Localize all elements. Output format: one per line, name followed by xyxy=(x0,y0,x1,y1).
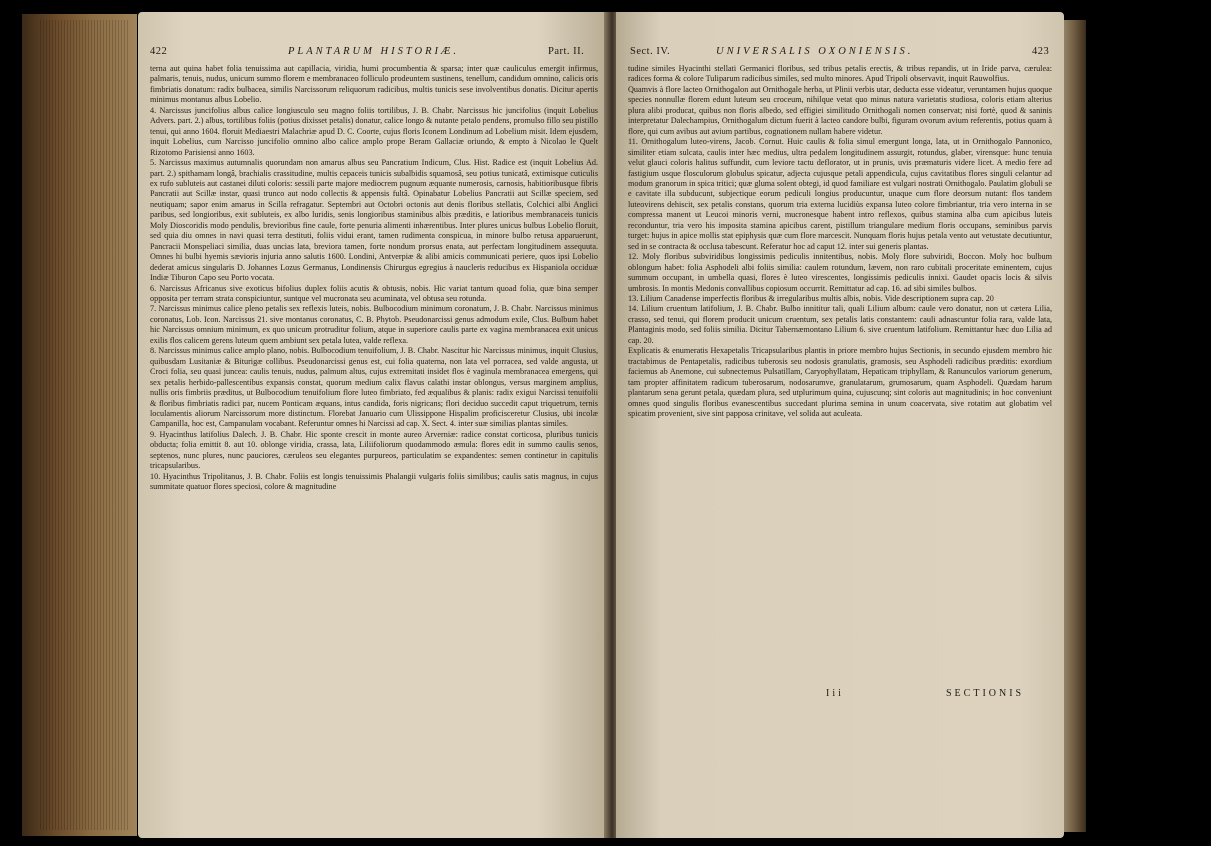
left-paragraph: 9. Hyacinthus latifolius Dalech. J. B. Chabr. Hic sponte crescit in monte aureo Arverniæ: radice constat corticosa, pluribus tunicis obducta; folia emittit 8. aut 10. oblonge viridia, crassa, lata, Liliifoliorum quodammodo æmula: flores edit in summo caulis senos, septenos, nunc plures, nunc pauciores, cæruleos seu elegantes purpureos, particulatim se expandentes: semen continetur in capitulis tricapsularibus. xyxy=(150,429,598,471)
right-paragraph: 14. Lilium cruentum latifolium, J. B. Chabr. Bulbo innititur tali, quali Lilium album: caule vero donatur, non ut cætera Lilia, crasso, sed tenui, qui florem producit unicum cruentum, sex petalis latis constantem: cauli adnascuntur folia rara, valde lata, Plantaginis modo, sed foliis similia. Dicitur Tabernæmontano Lilium 6. sive cruentum latifolium. Remittantur hæc duo Lilia ad cap. 20. xyxy=(628,304,1052,345)
right-page xyxy=(616,12,1064,838)
left-part-label: Part. II. xyxy=(548,46,585,57)
catchword: SECTIONIS xyxy=(946,688,1025,699)
left-paragraph: 5. Narcissus maximus autumnalis quorundam non amarus albus seu Pancratium Indicum, Clus. Hist. Radice est (inquit Lobelius Ad. part. 2.) spithamam longâ, brachialis crassitudine, multis cepaceis tunicis subalbidis squamosâ, seu potius tunicatâ, extimisque cuticulis ex rufo subluteis aut castanei diluti coloris: sessili parte majore mediocrem pugnum æquante numerosis, carnosis, habitioribusque fibris Pancratii aut Scillæ instar, quasi trunco aut nodo collectis & appensis fultâ. Opinabatur Lobelius Pancratii aut Scillæ speciem, sed neutiquam; sapor enim amarus in Scilla refragatur. Septembri aut Octobri octonis aut denis floribus stellatis, Colchici albi Anglici paribus, sed longioribus, exit subluteis, ex albo luridis, senis longioribus staminibus albis præditis, e latioribus membranaceis tunicis Moly Dioscoridis modo pendulis, brevioribus fine caule, forte penuria alimenti inhærentibus. Inter plures unicus bulbus Lobelio floruit, sed quia diu omnes in navi quasi terra destituti, foliis vidui erant, tamen rudimenta conspicua, in minore bulbo retusa apparuerunt, Pancracii Monspeliaci similia, duas uncias lata, breviora tamen, forte nondum prorsus enata, aut perfectam longitudinem assequuta. Omnes hi bulbi hyemis sævioris injuria anno salutis 1600. Londini, Antverpiæ & alibi amicis communicati periere, quos ipsi Lobelio dederat amicus singularis D. Johannes Lozus Germanus, Londinensis Chirurgus egregius à naucleris reducibus ex Hispaniola occiduæ Indiæ Tiburon Capo seu Porto vocata. xyxy=(150,158,598,283)
left-paragraph: 10. Hyacinthus Tripolitanus, J. B. Chabr. Foliis est longis tenuissimis Phalangii vulgaris foliis similibus; caulis satis magnus, in cujus summitate quatuor flores speciosi, colore & magnitudine xyxy=(150,471,598,492)
left-running-title: PLANTARUM HISTORIÆ. xyxy=(288,46,459,57)
right-paragraph: Quamvis à flore lacteo Ornithogalon aut Ornithogale herba, ut Plinii verbis utar, deducta esse videatur, veruntamen hujus quoque species nonnullæ florem edunt luteum seu croceum, nihilque vetat quo minus natura varietatis studiosa, coloris etiam alterius plura alibi producat, quibus non floris albedo, sed effigiei similitudo Ornithogali nomen conservat; nisi fortè, quod & saninis interpretatur Dalechampius, Ornithogalum dictum fuerit à lacteo candore bulbi, figuram ovorum avium referentis, potius quam à flore, qui cum avibus aut avium partibus, cognationem nullam habere videtur. xyxy=(628,84,1052,136)
left-paragraph: 4. Narcissus juncifolius albus calice longiusculo seu magno foliis tortilibus, J. B. Chabr. Narcissus hic juncifolius (inquit Lobelius Advers. part. 2.) albus, tortilibus foliis (potius dixisset petalis) donatur, calice longo & nutante petalo pendens, promulso fillo seu pistillo tenui, qui anno 1604. floruit Mediaestri Malachriæ apud D. C. Coorte, cujus floris Iconem Londinum ad Lobelium misit. Idem ejusdem, inquit Lobelius, cum Narcisso juncifolio omnino albo calice amplo prope Beram Gallaciæ oriundo, & empto à Nicolao le Quelt Rizotomo Parisiensi anno 1603. xyxy=(150,105,598,157)
left-paragraph: 7. Narcissus minimus calice pleno petalis sex reflexis luteis, nobis. Bulbocodium minimum coronatum, J. B. Chabr. Narcissus minimus coronatus, Lob. Icon. Narcissus 21. sive montanus coronatus, C. B. Phytob. Pseudonarcissi genus admodum exile, Clus. Bulbum habet hic Narcissus omnium minimum, ex quo unicum protruditur folium, atque in superiore caulis parte ex vagina membranacea exit unicus exilis flos calicem gerens luteum quem ambiunt sex petala lutea, valde reflexa. xyxy=(150,304,598,345)
right-body-text xyxy=(628,64,1052,419)
left-paragraph: 8. Narcissus minimus calice amplo plano, nobis. Bulbocodium tenuifolium, J. B. Chabr. Nascitur hic Narcissus minimus, inquit Clusius, quibusdam Lusitaniæ & Biturigæ collibus. Pseudonarcissi genus est, cui folia quaterna, non lata vel porracea, sed valde angusta, ut Croci folia, seu quasi juncea: caulis tenuis, nudus, palmum altus, cujus extremitati insidet flos è vaginula membranacea emergens, qui sex petalis herbido-pallescentibus expansis constat, quorum medium calix flavus calathi instar oblongus, versus marginem amplius, nullis oris fimbriis præditus, ut Bulbocodium tenuifolium flore luteo fimbriato, fed æqualibus & planis: radix exigui Narcissi tenuifolii & floribus fimbriatis radici par, nucem Ponticam æquans, intus candida, foris nigricans; flori deciduo succedit caput triquetrum, ternis loculamentis aliorum Narcissorum more distinctum. Florebat Januario cum Ulissippone Hispalim proficisceretur Clusius, ubi incolæ Campanilla, hoc est, Campanulam vocabant. Referuntur omnes hi Narcissi ad cap. X. Sect. 4. inter suæ similias plantas similes. xyxy=(150,346,598,429)
left-body-text xyxy=(150,64,598,493)
right-paragraph: 13. Lilium Canadense imperfectis floribus & irregularibus multis albis, nobis. Vide descriptionem supra cap. 20 xyxy=(628,293,994,303)
left-paragraph: terna aut quina habet folia tenuissima aut capillacia, viridia, humi procumbentia & sparsa; inter quæ cauliculus emergit infirmus, palmaris, tenuis, nudus, unicum summo florem e membranaceo folliculo prodeuntem sustinens, tenellum, candidum omnino, calicis oris fimbriatis donatum: radix bulbacea, similis Narcissorum reliquorum radicibus, multis tunicis sese involventibus donatis. Dicitur apertis minimus montanus albus Lobelio. xyxy=(150,64,598,105)
right-page-number: 423 xyxy=(1032,46,1050,57)
left-page-number: 422 xyxy=(150,46,168,57)
right-paragraph: tudine similes Hyacinthi stellati Germanici floribus, sed tribus petalis erectis, & tribus repandis, ut in Iride parva, cærulea: radices forma & colore Tuliparum radicibus similes, sed multo minores. Apud Tripoli observavit, inquit Rauwolfius. xyxy=(628,64,1052,84)
signature-mark: Iii xyxy=(826,688,844,699)
left-paragraph: 6. Narcissus Africanus sive exoticus bifolius duplex foliis acutis & obtusis, nobis. Hic variat tantum quoad folia, quæ bina semper opposita per terram strata conspiciuntur, suntque vel mucronata seu acuminata, vel obtusa seu rotunda. xyxy=(150,283,598,303)
right-paragraph: Explicatis & enumeratis Hexapetalis Tricapsularibus plantis in priore membro hujus Sectionis, in secundo ejusdem membro hic tractabimus de Pentapetalis, radicibus tuberosis seu nodosis granulatis, gramosis, seu Asphodeli radicibus præditis: exordium faciemus ab Anemone, cui subnectemus Pulsatillam, Caryophyllatam, Hepaticam triphyllam, & Ranunculos variorum generum, tam propter affinitatem radicum tuberosarum, nodosarumve, granulatarum, grumosarum, quam Asphodeli. Quædam harum plantarum sena gerunt petala, quædam plura, sed utplurimum quina, cujuscunq; sint coloris aut magnitudinis; in hoc conveniunt omnes quod singulis floribus evanescentibus succedant plurima semina in unum coacervata, sive rotatim aut globatim vel spicatim provenient, sive sint papposa crinitave, vel solida aut aculeata. xyxy=(628,346,1052,418)
right-section-label: Sect. IV. xyxy=(630,46,671,57)
right-paragraph: 11. Ornithogalum luteo-virens, Jacob. Cornut. Huic caulis & folia simul emergunt longa, lata, ut in Ornithogalo Pannonico, similiter etiam sulcata, caulis inter hæc medius, ultra pedalem longitudinem assurgit, rotundus, glaber, virensque: hunc tenuia velut glauci coloris halitus suffundit, cum leviore tactu deflorator, ut in prunis, uvis præmaturis videre licet. A medio fere ad fastigium usque flosculorum globulus spicatur, adjecta cujusque petali appendicula, cujus cavitatibus flores singuli celantur ad modum granorum in spica tritici; quæ gluma solent obtegi, id quod familiare est vulgari nostrati Ornithogalo. Paulatim globuli se e cavitate illa subducunt, subjectique eorum pediculi longius producuntur, unaque cum flore deorsum nutant: flos tandem luteovirens dehiscit, sex petalis constans, quorum tria externa lucidiùs expansa luteo colore fimbriantur, tria vero interna in se compressa manent ut Leucoi minoris verni, mucronesque habent intro reflexos, quibus stamina alba cum apicibus luteis reconduntur, tria vero his imposita stamina apicibus carent, pistillum triangulare medium floris occupans, seminibus parvis turget: hujus in apice mollis stat epiphysis quæ cum flore marcescit. Nunquam floris hujus petala vento aut vetustate decutiuntur, sed in se contracta & occlusa tabescunt. Referatur hoc ad caput 12. inter sui generis plantas. xyxy=(628,137,1052,251)
page-stack-lines xyxy=(40,20,130,830)
left-page xyxy=(138,12,608,838)
right-paragraph: 12. Moly floribus subviridibus longissimis pediculis innitentibus, nobis. Moly flore subviridi, Boccon. Moly hoc bulbum oblongum habet: folia Asphodeli albi foliis similia: caulem rotundum, lævem, non raro cubitali proceritate eminentem, cujus summum occupant, in umbella quasi, flores è luteo virescentes, longissimis pediculis innixi. Gaudet opacis locis & silvis umbrosis. In montis Medonis convallibus copiosum occurrit. Remittatur ad cap. 16. ad sibi similes bulbos. xyxy=(628,252,1052,293)
right-running-title: UNIVERSALIS OXONIENSIS. xyxy=(716,46,914,57)
